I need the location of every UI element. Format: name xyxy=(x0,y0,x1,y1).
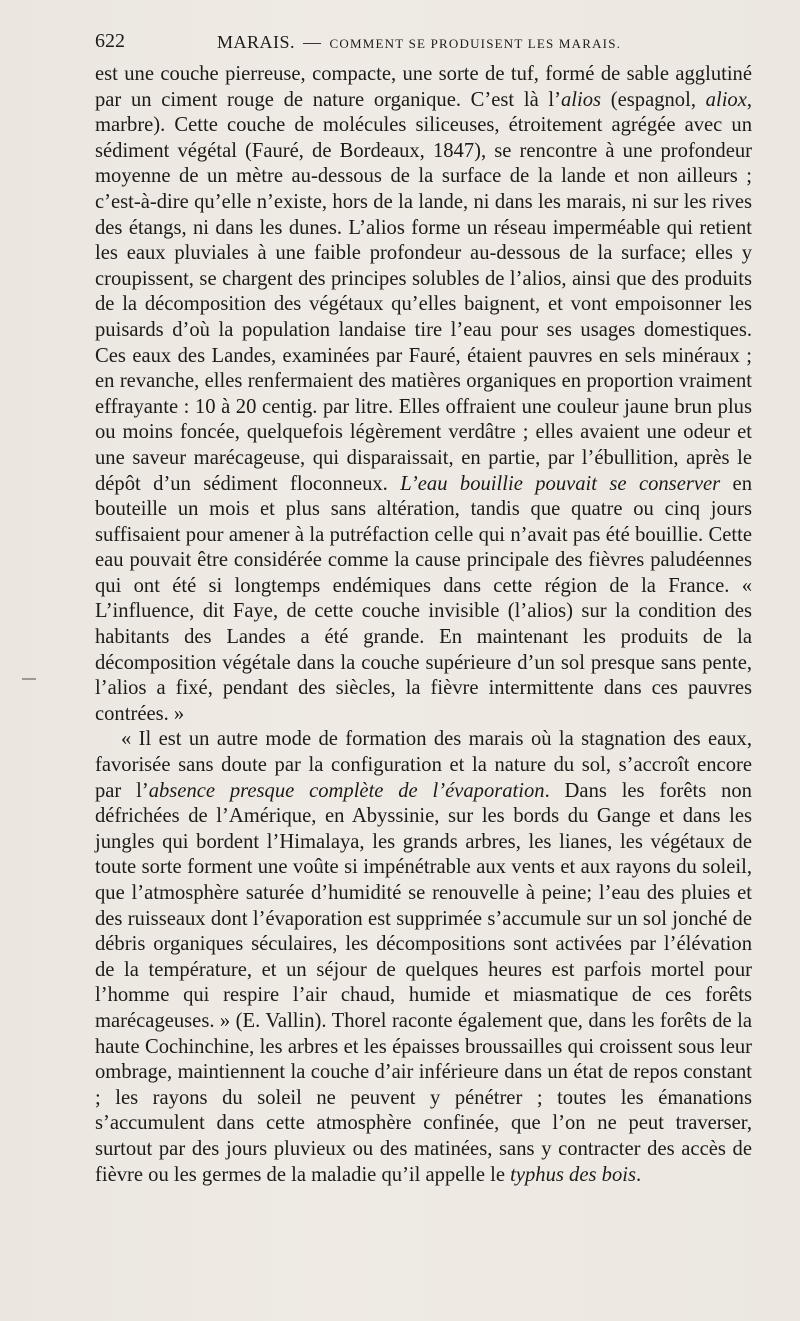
italic-term: alios xyxy=(561,88,602,111)
paragraph xyxy=(95,62,752,727)
text-segment: (espagnol, xyxy=(601,88,706,111)
text-segment: , marbre). Cette couche de molécules siliceuses, étroitement agrégée avec un sédiment végétal (Fauré, de Bordeaux, 1847), se rencontre à une profondeur moyenne de un mètre au-dessous de la surface de la lande et non ailleurs ; c’est-à-dire qu’elle n’existe, hors de la lande, ni dans les marais, ni sur les rives des étangs, ni dans les dunes. L’alios forme un réseau imperméable qui retient les eaux pluviales à une faible profondeur au-dessous de la surface; elles y croupissent, se chargent des principes solubles de l’alios, ainsi que des produits de la décomposition des végétaux qu’elles baignent, et vont empoisonner les puisards d’où la population landaise tire l’eau pour ses usages domestiques. Ces eaux des Landes, examinées par Fauré, étaient pauvres en sels minéraux ; en revanche, elles renfermaient des matières organiques en proportion vraiment effrayante : 10 à 20 centig. par litre. Elles offraient une couleur jaune brun plus ou moins foncée, quelquefois légèrement verdâtre ; elles avaient une odeur et une saveur marécageuse, qui disparaissait, en partie, par l’ébullition, après le dépôt d’un sédiment floconneux. xyxy=(95,88,753,495)
text-segment: . Dans les forêts non défrichées de l’Amérique, en Abyssinie, sur les bords du Gange et dans les jungles qui bordent l’Himalaya, les grands arbres, les lianes, les végétaux de toute sorte forment une voûte si impénétrable aux vents et aux rayons du soleil, que l’atmosphère saturée d’humidité se renouvelle à peine; l’eau des pluies et des ruisseaux dont l’évaporation est supprimée s’accumule sur un sol jonché de débris organiques séculaires, les décompositions sont activées par l’élévation de la température, et un séjour de quelques heures est parfois mortel pour l’homme qui respire l’air chaud, humide et miasmatique de ces forêts marécageuses. » (E. Vallin). Thorel raconte également que, dans les forêts de la haute Cochinchine, les arbres et les épaisses broussailles qui croissent sous leur ombrage, maintiennent la couche d’air inférieure dans un état de repos constant ; les rayons du soleil ne peuvent y pénétrer ; toutes les émanations s’accumulent dans cette atmosphère confinée, que l’on ne peut traverser, surtout par des jours pluvieux ou des matinées, sans y contracter des accès de fièvre ou les germes de la maladie qu’il appelle le xyxy=(95,779,752,1186)
italic-phrase: typhus des bois xyxy=(510,1163,636,1186)
running-title-separator: — xyxy=(303,32,322,52)
margin-mark xyxy=(22,678,36,680)
running-title xyxy=(217,32,621,53)
text-segment: est une couche pierreuse, compacte, une sorte de tuf, formé de sable agglutiné par un ciment rouge de nature organique. C’est là l’ xyxy=(95,63,752,111)
running-title-subtitle: COMMENT SE PRODUISENT LES MARAIS. xyxy=(329,36,622,51)
page-header xyxy=(95,30,755,58)
body-text xyxy=(95,62,752,1188)
italic-phrase: L’eau bouillie pouvait se conserver xyxy=(400,472,721,495)
text-segment: . xyxy=(636,1163,642,1186)
running-title-main: MARAIS. xyxy=(217,32,296,52)
text-segment: en bouteille un mois et plus sans altération, tandis que quatre ou cinq jours suffisaient pour amener à la putréfaction celle qui n’avait pas été bouillie. Cette eau pouvait être considérée comme la cause principale des fièvres paludéennes qui ont été si longtemps endémiques dans cette région de la France. « L’influence, dit Faye, de cette couche invisible (l’alios) sur la condition des habitants des Landes a été grande. En maintenant les produits de la décomposition végétale dans la couche supérieure d’un sol presque sans pente, l’alios a fixé, pendant des siècles, la fièvre intermittente dans ces pauvres contrées. » xyxy=(95,472,752,725)
text-segment: « Il est un autre mode de formation des marais où la stagnation des eaux, favorisée sans doute par la configuration et la nature du sol, s’accroît encore par l’ xyxy=(95,728,752,802)
page-number: 622 xyxy=(95,30,125,52)
italic-phrase: absence presque complète de l’évaporation xyxy=(148,779,545,802)
italic-term: aliox xyxy=(705,88,747,111)
paragraph xyxy=(95,727,752,1188)
